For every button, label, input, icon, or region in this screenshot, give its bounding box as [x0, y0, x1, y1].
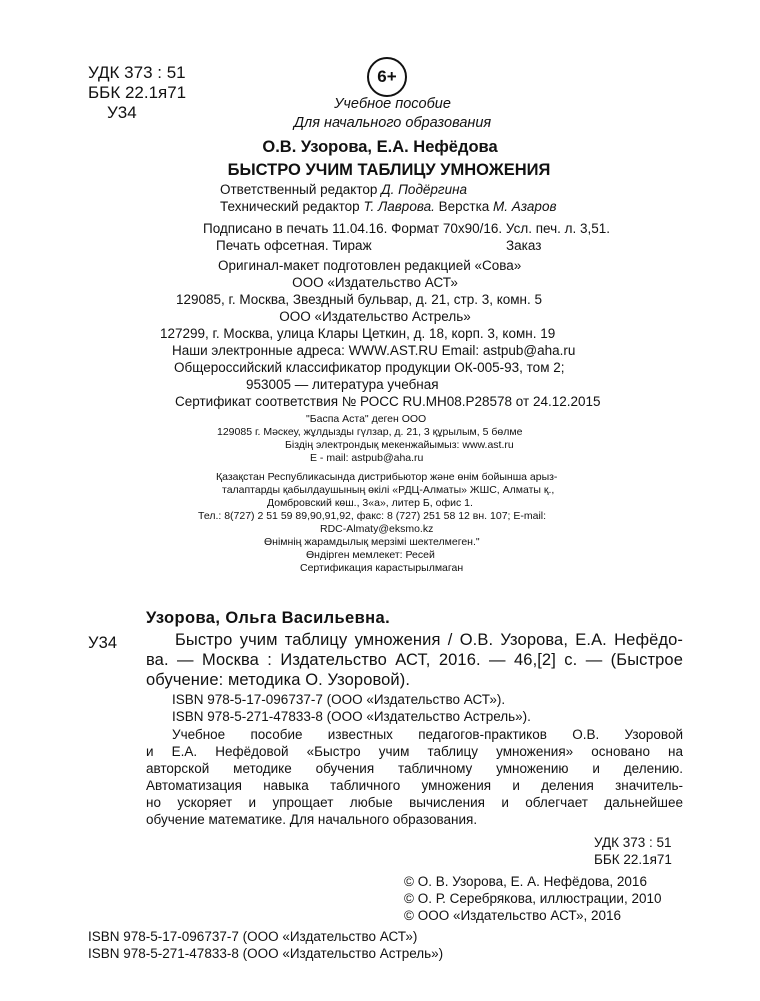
technical-editor [220, 199, 557, 216]
annotation-line: но ускоряет и упрощает любые вычисления и облегчает дальнейшее [146, 795, 683, 810]
annotation-line: и Е.А. Нефёдовой «Быстро учим таблицу умножения» основано на [146, 744, 683, 759]
annotation-line: обучение математике. Для начального образования. [146, 812, 478, 827]
kz-line: Сертификация карастырылмаган [300, 562, 464, 574]
kz-line: 129085 г. Мәскеу, жұлдызды гүлзар, д. 21, 3 құрылым, 5 бөлме [217, 426, 523, 438]
footer-isbn-line: ISBN 978-5-17-096737-7 (ООО «Издательство АСТ») [88, 929, 418, 944]
card-bbk: ББК 22.1я71 [594, 852, 672, 867]
card-description-line: обучение: методика О. Узоровой). [146, 671, 411, 689]
emails: Наши электронные адреса: WWW.AST.RU Email: astpub@aha.ru [172, 343, 576, 358]
publisher-astrel-name: ООО «Издательство Астрель» [279, 309, 471, 324]
kz-line: "Баспа Аста" деген ООО [306, 413, 427, 425]
card-description-line: ва. — Москва : Издательство АСТ, 2016. — 46,[2] с. — (Быстрое [146, 651, 683, 669]
print-type: Печать офсетная. Тираж [216, 238, 372, 253]
kz-line: RDC-Almaty@eksmo.kz [320, 523, 434, 535]
bbk-code: ББК 22.1я71 [88, 83, 187, 102]
layout-prepared: Оригинал-макет подготовлен редакцией «Сова» [218, 258, 522, 273]
kz-line: Өнімнің жарамдылық мерзімі шектелмеген." [264, 536, 480, 548]
layout-label: Верстка [438, 199, 490, 214]
card-description-line: Быстро учим таблицу умножения / О.В. Узорова, Е.А. Нефёдо- [175, 631, 683, 649]
signed-to-print: Подписано в печать 11.04.16. Формат 70x90/16. Усл. печ. л. 3,51. [203, 221, 611, 236]
technical-editor-name: Т. Лаврова. [363, 199, 435, 214]
annotation-line: Учебное пособие известных педагогов-практиков О.В. Узоровой [172, 727, 683, 742]
publisher-astrel-address: 127299, г. Москва, улица Клары Цеткин, д. 18, корп. 3, комн. 19 [160, 326, 556, 341]
layout-name: М. Азаров [493, 199, 557, 214]
kz-line: E - mail: astpub@aha.ru [310, 452, 424, 464]
udk-code: УДК 373 : 51 [88, 63, 186, 82]
card-isbn-line: ISBN 978-5-17-096737-7 (ООО «Издательство АСТ»). [172, 692, 506, 707]
publisher-ast-name: ООО «Издательство АСТ» [292, 275, 458, 290]
card-isbn-line: ISBN 978-5-271-47833-8 (ООО «Издательство Астрель»). [172, 709, 531, 724]
card-mark: У34 [88, 634, 118, 652]
copyright-line: © О. В. Узорова, Е. А. Нефёдова, 2016 [404, 874, 647, 889]
copyright-line: © О. Р. Серебрякова, иллюстрации, 2010 [404, 891, 662, 906]
literature-category: 953005 — литература учебная [246, 377, 439, 392]
book-authors: О.В. Узорова, Е.А. Нефёдова [262, 138, 498, 156]
kz-line: Тел.: 8(727) 2 51 59 89,90,91,92, факс: 8 (727) 251 58 12 вн. 107; E-mail: [198, 510, 547, 522]
copyright-line: © ООО «Издательство АСТ», 2016 [404, 908, 622, 923]
edition-type: Учебное пособие [334, 96, 451, 112]
book-title: БЫСТРО УЧИМ ТАБЛИЦУ УМНОЖЕНИЯ [227, 161, 551, 179]
card-udk: УДК 373 : 51 [594, 835, 672, 850]
kz-line: Біздің электрондық мекенжайымыз: www.ast.ru [285, 439, 514, 451]
age-rating-badge: 6+ [367, 57, 407, 97]
responsible-editor-label: Ответственный редактор [220, 182, 378, 197]
card-author-heading: Узорова, Ольга Васильевна. [146, 609, 391, 627]
kz-line: Домбровский көш., 3«а», литер Б, офис 1. [267, 497, 473, 509]
product-classifier: Общероссийский классификатор продукции ОК-005-93, том 2; [174, 360, 565, 375]
responsible-editor-name: Д. Подёргина [381, 182, 468, 197]
certificate: Сертификат соответствия № РОСС RU.МН08.Р28578 от 24.12.2015 [175, 394, 601, 409]
kz-line: Қазақстан Республикасында дистрибьютор және өнім бойынша арыз- [216, 471, 558, 483]
annotation-line: авторской методике обучения табличному умножению и делению. [146, 761, 683, 776]
audience: Для начального образования [293, 115, 492, 131]
kz-line: Өндірген мемлекет: Ресей [306, 549, 435, 561]
order-label: Заказ [506, 238, 542, 253]
technical-editor-label: Технический редактор [220, 199, 360, 214]
responsible-editor [220, 182, 467, 199]
kz-line: талаптарды қабылдаушының өкілі «РДЦ-Алматы» ЖШС, Алматы қ., [222, 484, 555, 496]
author-mark: У34 [107, 103, 137, 122]
publisher-ast-address: 129085, г. Москва, Звездный бульвар, д. 21, стр. 3, комн. 5 [176, 292, 543, 307]
footer-isbn-line: ISBN 978-5-271-47833-8 (ООО «Издательство Астрель») [88, 946, 444, 961]
annotation-line: Автоматизация навыка табличного умножения и деления значитель- [146, 778, 683, 793]
